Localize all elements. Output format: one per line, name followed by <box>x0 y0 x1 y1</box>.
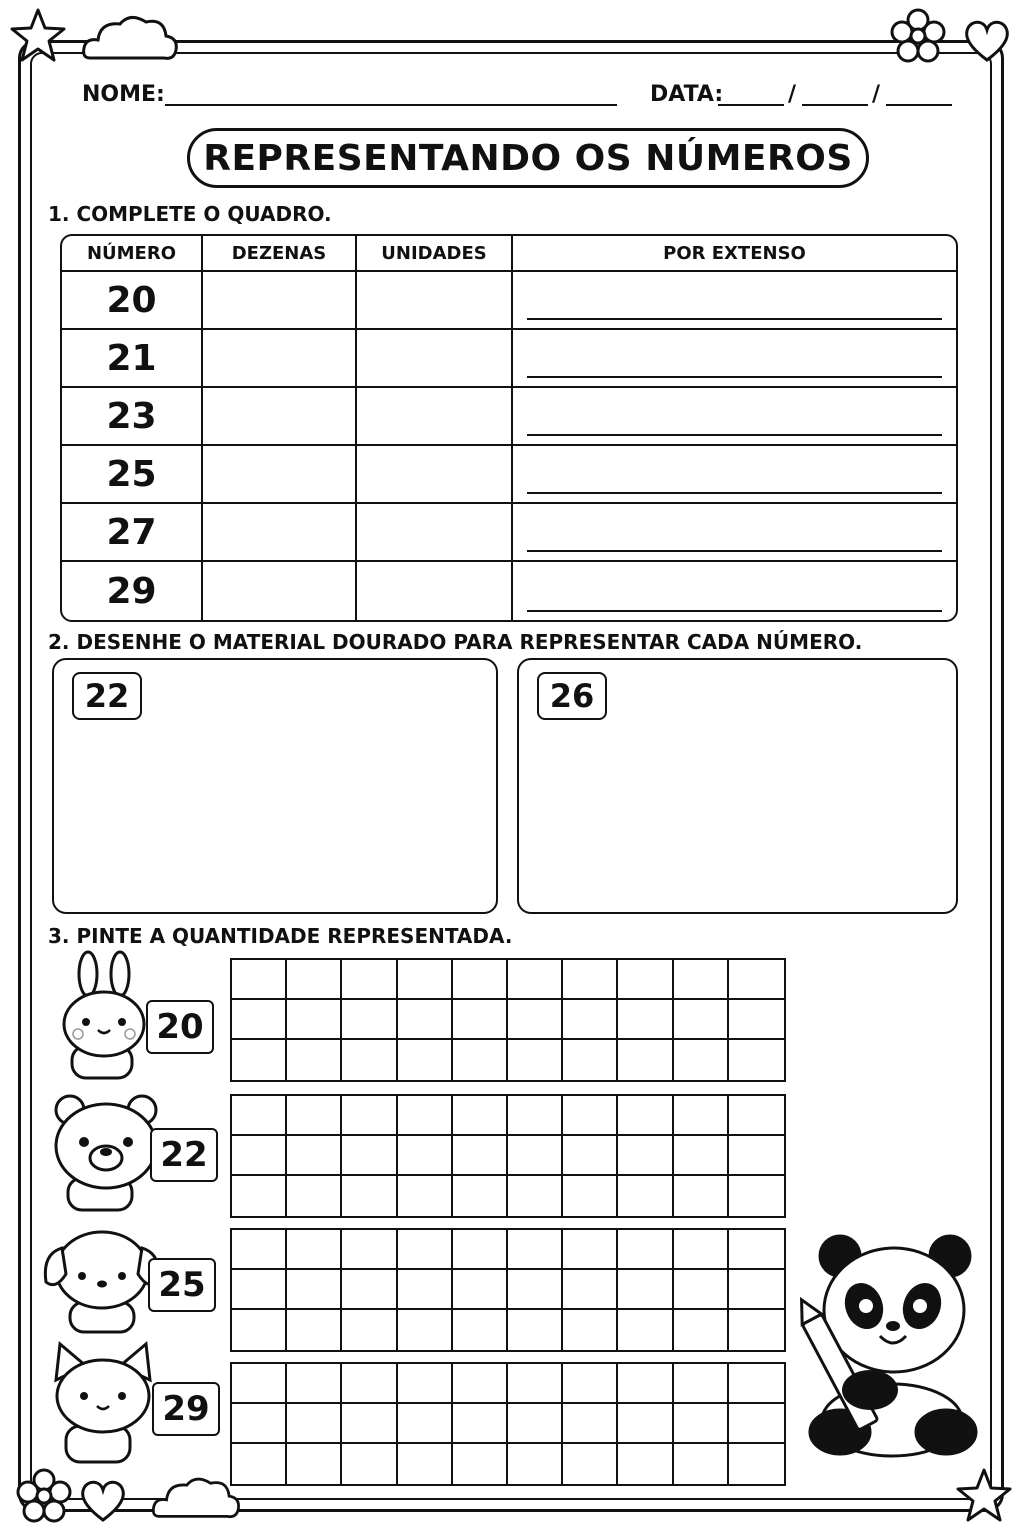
tens-cell[interactable] <box>203 504 357 562</box>
in-words-cell[interactable] <box>513 446 956 504</box>
date-month-field[interactable] <box>802 104 868 106</box>
in-words-cell[interactable] <box>513 330 956 388</box>
number-table <box>60 234 958 622</box>
header-dezenas: DEZENAS <box>203 236 357 272</box>
units-cell[interactable] <box>357 388 513 446</box>
kitten-icon <box>50 1340 158 1466</box>
heart-icon <box>78 1478 128 1524</box>
color-grid[interactable] <box>230 958 786 1082</box>
tens-cell[interactable] <box>203 272 357 330</box>
number-tag: 22 <box>72 672 142 720</box>
name-field[interactable] <box>165 104 617 106</box>
question-3-label: 3. PINTE A QUANTIDADE REPRESENTADA. <box>48 924 513 948</box>
cloud-icon <box>150 1472 242 1524</box>
bunny-icon <box>58 950 158 1082</box>
star-icon <box>8 6 68 66</box>
date-separator: / <box>788 82 797 107</box>
cloud-icon <box>80 10 180 66</box>
in-words-cell[interactable] <box>513 272 956 330</box>
units-cell[interactable] <box>357 330 513 388</box>
tens-cell[interactable] <box>203 330 357 388</box>
heart-icon <box>962 18 1012 64</box>
header-unidades: UNIDADES <box>357 236 513 272</box>
quantity-sign: 20 <box>146 1000 214 1054</box>
tens-cell[interactable] <box>203 388 357 446</box>
table-row <box>62 330 956 388</box>
units-cell[interactable] <box>357 272 513 330</box>
page-title: REPRESENTANDO OS NÚMEROS <box>187 128 869 188</box>
drawing-box[interactable] <box>52 658 498 914</box>
number-cell: 27 <box>62 504 203 562</box>
table-row <box>62 388 956 446</box>
name-label: NOME: <box>82 82 165 107</box>
table-row <box>62 446 956 504</box>
units-cell[interactable] <box>357 446 513 504</box>
bear-icon <box>50 1088 160 1214</box>
flower-icon <box>14 1466 74 1526</box>
number-cell: 25 <box>62 446 203 504</box>
date-separator: / <box>872 82 881 107</box>
puppy-icon <box>40 1218 164 1336</box>
number-cell: 23 <box>62 388 203 446</box>
table-row <box>62 562 956 620</box>
tens-cell[interactable] <box>203 562 357 620</box>
in-words-cell[interactable] <box>513 562 956 620</box>
number-cell: 21 <box>62 330 203 388</box>
in-words-cell[interactable] <box>513 388 956 446</box>
panda-with-pencil-icon <box>800 1230 978 1460</box>
header-numero: NÚMERO <box>62 236 203 272</box>
units-cell[interactable] <box>357 504 513 562</box>
table-row <box>62 272 956 330</box>
date-day-field[interactable] <box>718 104 784 106</box>
units-cell[interactable] <box>357 562 513 620</box>
color-grid[interactable] <box>230 1362 786 1486</box>
flower-icon <box>888 6 948 66</box>
number-tag: 26 <box>537 672 607 720</box>
quantity-sign: 29 <box>152 1382 220 1436</box>
quantity-sign: 22 <box>150 1128 218 1182</box>
header-por-extenso: POR EXTENSO <box>513 236 956 272</box>
drawing-box[interactable] <box>517 658 958 914</box>
question-2-label: 2. DESENHE O MATERIAL DOURADO PARA REPRESENTAR CADA NÚMERO. <box>48 630 863 654</box>
number-cell: 20 <box>62 272 203 330</box>
in-words-cell[interactable] <box>513 504 956 562</box>
table-row <box>62 504 956 562</box>
date-year-field[interactable] <box>886 104 952 106</box>
color-grid[interactable] <box>230 1094 786 1218</box>
tens-cell[interactable] <box>203 446 357 504</box>
number-cell: 29 <box>62 562 203 620</box>
star-icon <box>954 1466 1014 1526</box>
question-1-label: 1. COMPLETE O QUADRO. <box>48 202 332 226</box>
quantity-sign: 25 <box>148 1258 216 1312</box>
color-grid[interactable] <box>230 1228 786 1352</box>
date-label: DATA: <box>650 82 724 107</box>
